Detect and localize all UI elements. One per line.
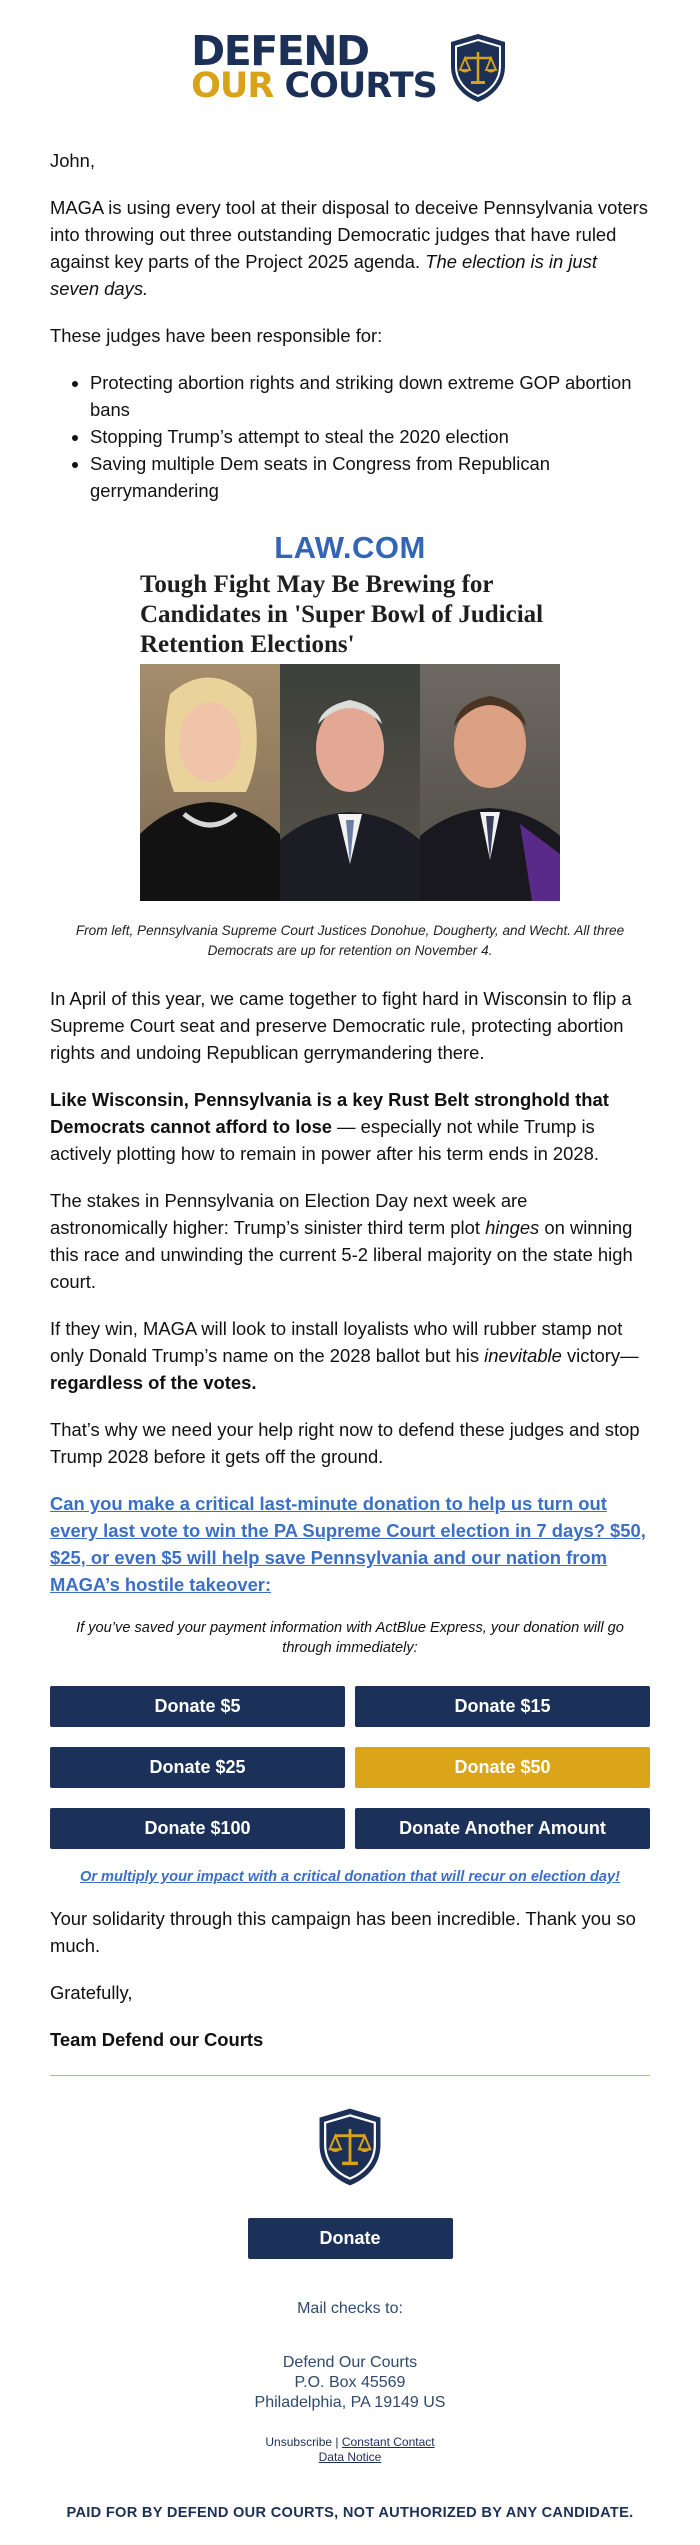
win-text-b: victory— <box>561 1345 639 1366</box>
logo-wordmark <box>191 26 437 107</box>
paid-for-disclaimer: PAID FOR BY DEFEND OUR COURTS, NOT AUTHORIZED BY ANY CANDIDATE. <box>66 2505 634 2521</box>
win-text-a: If they win, MAGA will look to install loyalists who will rubber stamp not only Donald Trump’s name on the 2028 ballot but his <box>50 1318 623 1366</box>
portrait-silhouette <box>280 664 420 901</box>
portrait-silhouette <box>140 664 280 901</box>
stakes-text-a: The stakes in Pennsylvania on Election Day next week are astronomically higher: Trump’s sinister third term plot <box>50 1190 528 1238</box>
footer-donate-button[interactable]: Donate <box>248 2218 453 2259</box>
accomplishments-list <box>50 369 650 504</box>
article-image[interactable] <box>140 530 560 901</box>
stakes-italic: hinges <box>485 1217 540 1238</box>
mailing-address <box>50 2353 650 2413</box>
wisconsin-paragraph: In April of this year, we came together to fight hard in Wisconsin to flip a Supreme Court seat and preserve Democratic rule, protecting abortion rights and undoing Republican gerrymandering there. <box>50 988 632 1063</box>
address-po-box: P.O. Box 45569 <box>294 2374 406 2391</box>
footer-logo[interactable] <box>50 2106 650 2188</box>
address-city: Philadelphia, PA 19149 US <box>254 2394 446 2411</box>
donate-5-button[interactable]: Donate $5 <box>50 1686 345 1727</box>
rust-belt-rest: — especially not while Trump is actively plotting how to remain in power after his term ends in 2028. <box>50 1116 599 1164</box>
recurring-donation-link[interactable]: Or multiply your impact with a critical donation that will recur on election day! <box>79 1869 621 1885</box>
logo-courts: COURTS <box>284 66 437 107</box>
footer-donate-wrap <box>50 2218 650 2259</box>
donate-button-grid <box>50 1686 650 1849</box>
win-paragraph <box>50 1315 650 1396</box>
donate-25-button[interactable]: Donate $25 <box>50 1747 345 1788</box>
intro-italic: The election is in just seven days. <box>50 251 597 299</box>
photo-donohue <box>140 664 280 901</box>
win-bold: regardless of the votes. <box>50 1372 257 1393</box>
donate-50-button[interactable]: Donate $50 <box>355 1747 650 1788</box>
rust-belt-bold: Like Wisconsin, Pennsylvania is a key Rust Belt stronghold that Democrats cannot afford to lose <box>50 1089 609 1137</box>
mail-checks-label: Mail checks to: <box>297 2300 403 2317</box>
link-separator: | <box>335 2435 339 2449</box>
logo-defend: DEFEND <box>191 26 369 75</box>
stakes-paragraph <box>50 1187 650 1295</box>
donate-15-button[interactable]: Donate $15 <box>355 1686 650 1727</box>
photo-dougherty <box>280 664 420 901</box>
responsible-intro: These judges have been responsible for: <box>50 325 383 346</box>
shield-scales-icon <box>447 32 509 104</box>
footer-divider <box>50 2075 650 2076</box>
help-paragraph: That’s why we need your help right now to defend these judges and stop Trump 2028 before it gets off the ground. <box>50 1419 640 1467</box>
intro-paragraph <box>50 194 650 302</box>
photo-caption: From left, Pennsylvania Supreme Court Justices Donohue, Dougherty, and Wecht. All three Democrats are up for retention on November 4. <box>75 923 625 958</box>
donate-100-button[interactable]: Donate $100 <box>50 1808 345 1849</box>
list-item: • Saving multiple Dem seats in Congress from Republican gerrymandering <box>90 450 650 504</box>
address-name: Defend Our Courts <box>282 2354 418 2371</box>
unsubscribe-link[interactable]: Unsubscribe <box>265 2435 333 2449</box>
footer-links <box>50 2435 650 2465</box>
intro-text: MAGA is using every tool at their disposal to deceive Pennsylvania voters into throwing out three outstanding Democratic judges that have ruled against key parts of the Project 2025 agenda. <box>50 197 649 272</box>
portrait-silhouette <box>420 664 560 901</box>
data-notice-link[interactable]: Data Notice <box>318 2450 382 2464</box>
rust-belt-paragraph <box>50 1086 650 1167</box>
closing: Gratefully, <box>50 1982 133 2003</box>
actblue-note: If you’ve saved your payment information with ActBlue Express, your donation will go through immediately: <box>76 1620 624 1656</box>
win-italic: inevitable <box>484 1345 562 1366</box>
header <box>0 0 700 125</box>
logo-our: OUR <box>191 66 274 107</box>
list-item: • Protecting abortion rights and striking down extreme GOP abortion bans <box>90 369 650 423</box>
article-headline: Tough Fight May Be Brewing for Candidates in 'Super Bowl of Judicial Retention Elections' <box>140 571 544 658</box>
stakes-text-b: on winning this race and unwinding the current 5-2 liberal majority on the state high court. <box>50 1217 633 1292</box>
donate-other-amount-button[interactable]: Donate Another Amount <box>355 1808 650 1849</box>
photo-wecht <box>420 664 560 901</box>
thanks-paragraph: Your solidarity through this campaign has been incredible. Thank you so much. <box>50 1908 636 1956</box>
article-source: LAW.COM <box>274 530 426 565</box>
brand-logo[interactable] <box>191 26 509 107</box>
justices-photo <box>140 664 560 901</box>
constant-contact-link[interactable]: Constant Contact <box>341 2435 435 2449</box>
email-body <box>0 147 700 2545</box>
shield-scales-icon <box>315 2106 385 2188</box>
signature: Team Defend our Courts <box>50 2029 264 2050</box>
donation-appeal-link[interactable]: Can you make a critical last-minute donation to help us turn out every last vote to win the PA Supreme Court election in 7 days? $50, $25, or even $5 will help save Pennsylvania and our nation from MAGA’s hostile takeover: <box>50 1493 646 1595</box>
list-item: • Stopping Trump’s attempt to steal the 2020 election <box>90 423 650 450</box>
greeting: John, <box>50 150 95 171</box>
logo-our-courts <box>191 66 437 107</box>
